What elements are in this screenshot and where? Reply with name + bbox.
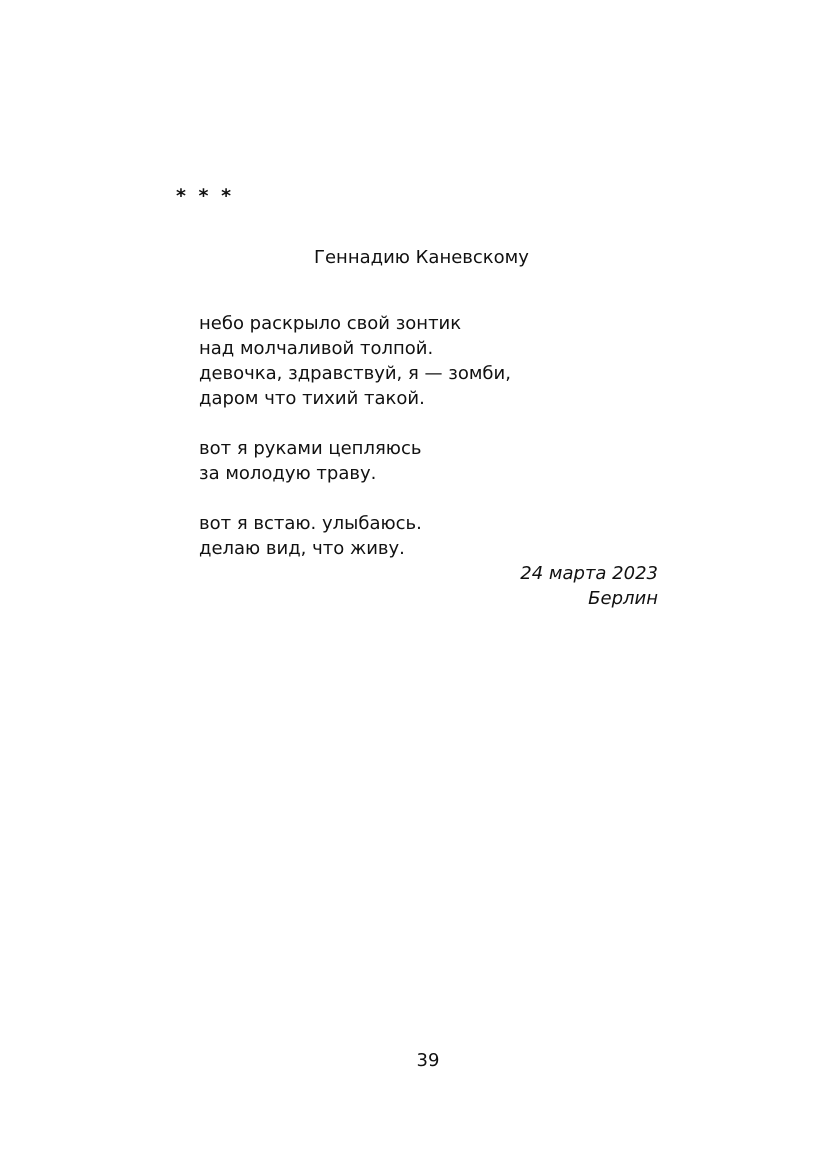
signature-place: Берлин (588, 588, 658, 609)
poem-line: небо раскрыло свой зонтик (199, 313, 462, 334)
page-number: 39 (416, 1050, 440, 1071)
poem-line: девочка, здравствуй, я — зомби, (199, 363, 511, 384)
dedication: Геннадию Каневскому (314, 247, 529, 268)
poem-line: вот я встаю. улыбаюсь. (199, 513, 422, 534)
stanza-2 (199, 436, 659, 486)
poem-line: вот я руками цепляюсь (199, 438, 422, 459)
poem-line: за молодую траву. (199, 463, 377, 484)
poem-line: над молчаливой толпой. (199, 338, 434, 359)
stanza-3 (199, 511, 659, 561)
poem-body (199, 311, 659, 561)
section-separator: * * * (176, 185, 235, 207)
poem-signature (520, 561, 658, 611)
poem-line: делаю вид, что живу. (199, 538, 405, 559)
poem-line: даром что тихий такой. (199, 388, 425, 409)
signature-date: 24 марта 2023 (520, 563, 658, 584)
stanza-1 (199, 311, 659, 411)
